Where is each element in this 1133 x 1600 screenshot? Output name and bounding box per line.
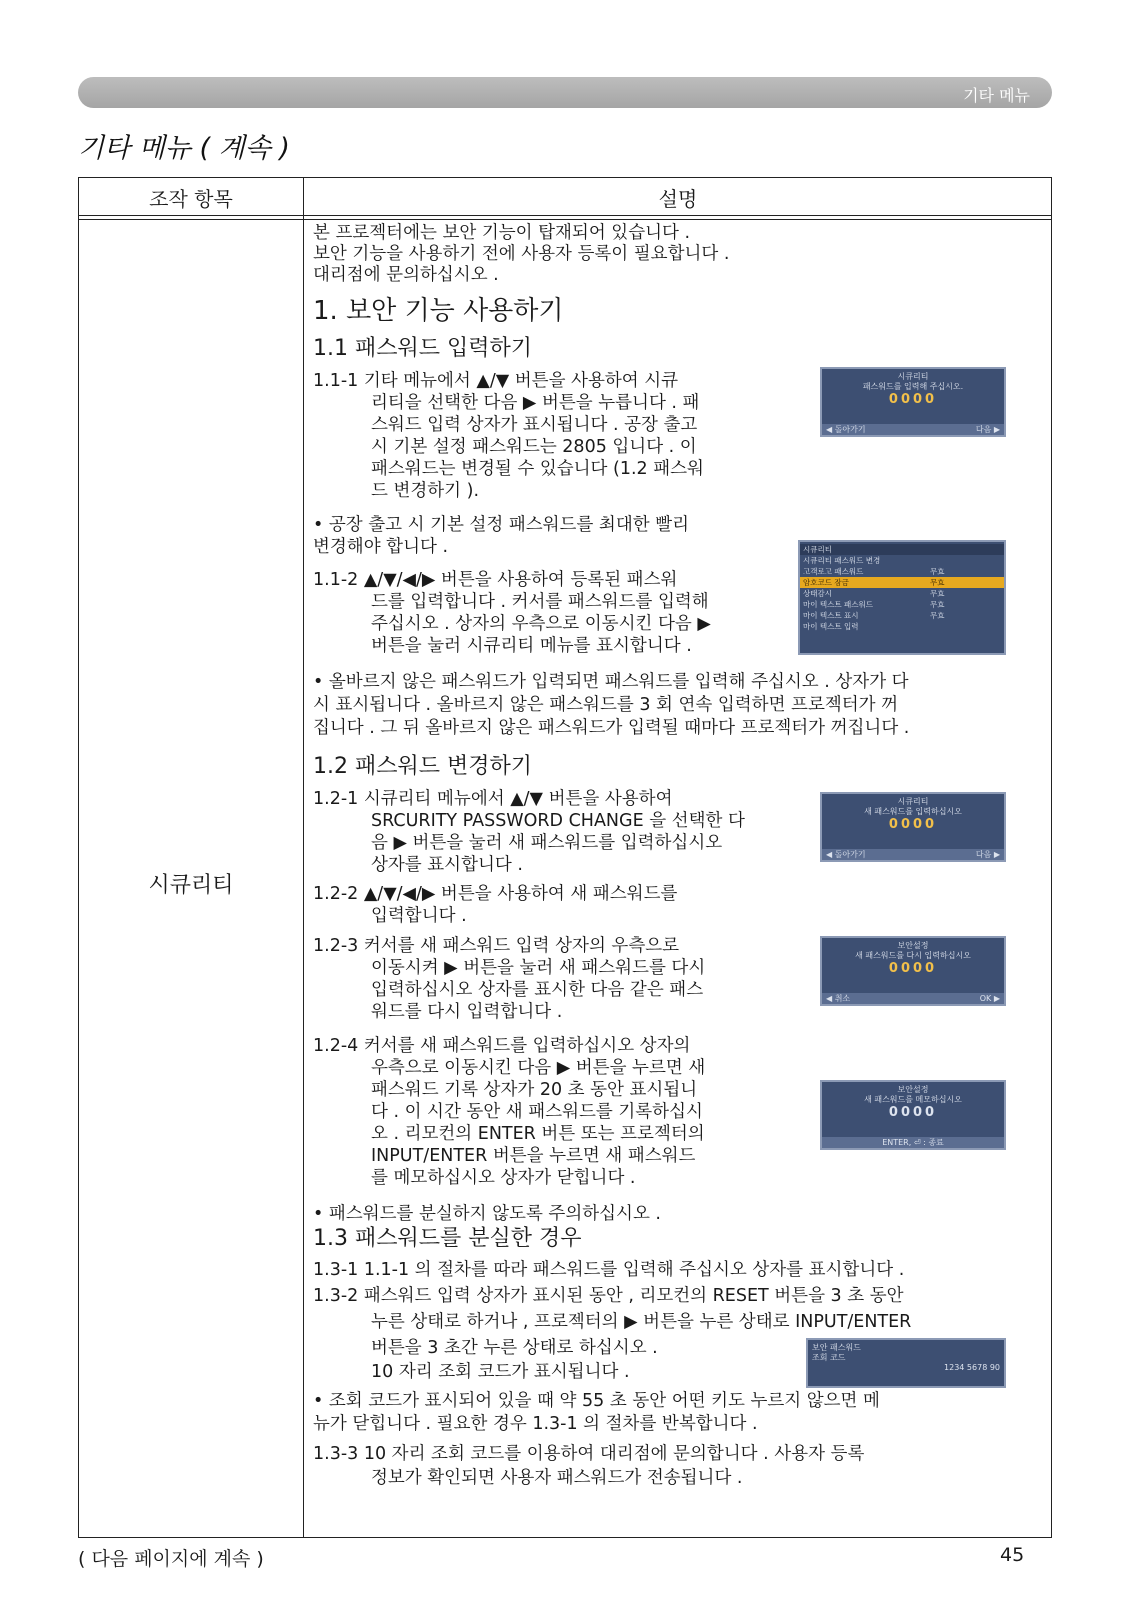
step-text: 워드를 다시 입력합니다 .: [371, 1002, 563, 1022]
intro-line: 본 프로젝터에는 보안 기능이 탑재되어 있습니다 .: [313, 223, 691, 243]
heading-security: 1. 보안 기능 사용하기: [313, 296, 564, 326]
screen-title: 보안설정: [897, 1085, 929, 1094]
table-header-row: [79, 178, 1051, 216]
step-text: 1.3-3 10 자리 조회 코드를 이용하여 대리점에 문의합니다 . 사용자 등록: [313, 1444, 865, 1464]
menu-row: [800, 588, 1004, 599]
column-header-description: 설명: [658, 187, 698, 211]
menu-row-label: 시큐리티 패스워드 변경: [803, 556, 881, 565]
screen-footer: [822, 993, 1004, 1004]
menu-row-label: 암호코드 잠금: [803, 578, 849, 587]
screen-footer: ENTER, ⏎ : 종료: [822, 1137, 1004, 1148]
screen-inquiry-code: [806, 1338, 1006, 1388]
menu-row: [800, 599, 1004, 610]
menu-row-value: 무효: [930, 578, 945, 587]
screen-memo-password: [820, 1080, 1006, 1150]
screen-reenter-password: [820, 936, 1006, 1006]
screen-prompt: 새 패스워드를 입력하십시오: [864, 807, 962, 816]
menu-row: [800, 621, 1004, 632]
step-text: 1.2-4 커서를 새 패스워드를 입력하십시오 상자의: [313, 1036, 691, 1056]
screen-prompt: 패스워드를 입력해 주십시오.: [862, 382, 964, 391]
step-text: 1.1-1 기타 메뉴에서 ▲/▼ 버튼을 사용하여 시큐: [313, 371, 679, 391]
column-header-item: 조작 항목: [149, 187, 233, 211]
screen-footer: [822, 424, 1004, 435]
step-text: INPUT/ENTER 버튼을 누르면 새 패스워드: [371, 1146, 696, 1166]
note-text: • 조회 코드가 표시되어 있을 때 약 55 초 동안 어떤 키도 누르지 않으면 메: [313, 1391, 880, 1411]
heading-lost-password: 1.3 패스워드를 분실한 경우: [313, 1226, 582, 1251]
menu-title: 시큐리티: [800, 544, 1004, 555]
menu-row: [800, 566, 1004, 577]
step-text: 시 기본 설정 패스워드는 2805 입니다 . 이: [371, 437, 697, 457]
continued-note: ( 다음 페이지에 계속 ): [78, 1548, 264, 1570]
next-label: 다음 ▶: [975, 850, 1000, 859]
screen-title: 시큐리티: [897, 797, 929, 806]
step-text: 1.2-3 커서를 새 패스워드 입력 상자의 우측으로: [313, 936, 680, 956]
menu-row-label: 상태감시: [803, 589, 832, 598]
heading-enter-password: 1.1 패스워드 입력하기: [313, 336, 532, 361]
step-text: 누른 상태로 하거나 , 프로젝터의 ▶ 버튼을 누른 상태로 INPUT/ENTER: [371, 1312, 912, 1332]
back-label: ◀ 돌아가기: [826, 425, 866, 434]
section-label: 기타 메뉴: [963, 86, 1030, 105]
step-text: 1.1-2 ▲/▼/◀/▶ 버튼을 사용하여 등록된 패스워: [313, 570, 678, 590]
step-text: 입력하십시오 상자를 표시한 다음 같은 패스: [371, 980, 704, 1000]
ok-label: OK ▶: [979, 994, 1000, 1003]
step-text: 스워드 입력 상자가 표시됩니다 . 공장 출고: [371, 415, 698, 435]
menu-row-label: 마이 텍스트 입력: [803, 622, 859, 631]
step-text: 드 변경하기 ).: [371, 481, 480, 501]
screen-prompt: 새 패스워드를 메모하십시오: [864, 1095, 962, 1104]
step-text: 주십시오 . 상자의 우측으로 이동시킨 다음 ▶: [371, 614, 711, 634]
step-text: 리티을 선택한 다음 ▶ 버튼을 누릅니다 . 패: [371, 393, 700, 413]
section-header-bar: [78, 77, 1052, 108]
step-text: 상자를 표시합니다 .: [371, 855, 523, 875]
menu-row-label: 고객로고 패스워드: [803, 567, 864, 576]
step-text: 1.3-1 1.1-1 의 절차를 따라 패스워드를 입력해 주십시오 상자를 표시합니다 .: [313, 1260, 905, 1280]
page-number: 45: [1000, 1544, 1025, 1566]
page-title: 기타 메뉴 ( 계속 ): [78, 133, 290, 164]
menu-row-label: 마이 텍스트 패스워드: [803, 600, 873, 609]
step-text: 음 ▶ 버튼을 눌러 새 패스워드를 입력하십시오: [371, 833, 723, 853]
menu-row-label: 마이 텍스트 표시: [803, 611, 859, 620]
menu-row-selected: [800, 577, 1004, 588]
step-text: 다 . 이 시간 동안 새 패스워드를 기록하십시: [371, 1102, 703, 1122]
intro-line: 대리점에 문의하십시오 .: [313, 265, 499, 285]
step-text: 버튼을 눌러 시큐리티 메뉴를 표시합니다 .: [371, 636, 692, 656]
note-text: • 공장 출고 시 기본 설정 패스워드를 최대한 빨리: [313, 515, 690, 535]
note-text: • 올바르지 않은 패스워드가 입력되면 패스워드를 입력해 주십시오 . 상자가 다: [313, 672, 909, 692]
back-label: ◀ 돌아가기: [826, 850, 866, 859]
menu-row-value: 무효: [930, 589, 945, 598]
step-text: 입력합니다 .: [371, 906, 467, 926]
password-code: 0000: [888, 817, 938, 832]
note-text: • 패스워드를 분실하지 않도록 주의하십시오 .: [313, 1204, 661, 1224]
note-text: 시 표시됩니다 . 올바르지 않은 패스워드를 3 회 연속 입력하면 프로젝터가 꺼: [313, 695, 899, 715]
password-code: 0000: [888, 1105, 938, 1120]
password-code: 0000: [888, 961, 938, 976]
step-text: 이동시켜 ▶ 버튼을 눌러 새 패스워드를 다시: [371, 958, 706, 978]
screen-title: 보안설정: [897, 941, 929, 950]
next-label: 다음 ▶: [975, 425, 1000, 434]
heading-change-password: 1.2 패스워드 변경하기: [313, 754, 532, 779]
menu-row: [800, 555, 1004, 566]
step-text: 패스워드는 변경될 수 있습니다 (1.2 패스워: [371, 459, 704, 479]
step-text: 우측으로 이동시킨 다음 ▶ 버튼을 누르면 새: [371, 1058, 706, 1078]
screen-footer: [822, 849, 1004, 860]
note-text: 변경해야 합니다 .: [313, 537, 449, 557]
inquiry-label: 조회 코드: [812, 1353, 846, 1362]
column-divider: [303, 178, 304, 1537]
password-code: 0000: [888, 392, 938, 407]
screen-prompt: 새 패스워드를 다시 입력하십시오: [855, 951, 971, 960]
step-text: 1.3-2 패스워드 입력 상자가 표시된 동안 , 리모컨의 RESET 버튼을 3 초 동안: [313, 1286, 904, 1306]
screen-title: 시큐리티: [897, 372, 929, 381]
screen-new-password: [820, 792, 1006, 862]
step-text: 패스워드 기록 상자가 20 초 동안 표시됩니: [371, 1080, 698, 1100]
step-text: 1.2-1 시큐리티 메뉴에서 ▲/▼ 버튼을 사용하여: [313, 789, 673, 809]
menu-row-value: 무효: [930, 611, 945, 620]
note-text: 집니다 . 그 뒤 올바르지 않은 패스워드가 입력될 때마다 프로젝터가 꺼집니다 .: [313, 718, 910, 738]
item-label: 시큐리티: [148, 873, 234, 898]
step-text: 드를 입력합니다 . 커서를 패스워드를 입력해: [371, 592, 709, 612]
step-text: 를 메모하십시오 상자가 닫힙니다 .: [371, 1168, 636, 1188]
menu-row-value: 무효: [930, 600, 945, 609]
menu-row-value: 무효: [930, 567, 945, 576]
step-text: SRCURITY PASSWORD CHANGE 을 선택한 다: [371, 811, 745, 831]
cancel-label: ◀ 취소: [826, 994, 851, 1003]
screen-security-menu: [798, 540, 1006, 655]
step-text: 버튼을 3 초간 누른 상태로 하십시오 .: [371, 1338, 658, 1358]
screen-title: 보안 패스워드: [812, 1343, 861, 1352]
step-text: 오 . 리모컨의 ENTER 버튼 또는 프로젝터의: [371, 1124, 705, 1144]
menu-row: [800, 610, 1004, 621]
inquiry-code: 1234 5678 90: [944, 1363, 1000, 1372]
screen-enter-password: [820, 367, 1006, 437]
step-text: 정보가 확인되면 사용자 패스워드가 전송됩니다 .: [371, 1468, 743, 1488]
step-text: 1.2-2 ▲/▼/◀/▶ 버튼을 사용하여 새 패스워드를: [313, 884, 678, 904]
intro-line: 보안 기능을 사용하기 전에 사용자 등록이 필요합니다 .: [313, 244, 730, 264]
step-text: 10 자리 조회 코드가 표시됩니다 .: [371, 1362, 630, 1382]
note-text: 뉴가 닫힙니다 . 필요한 경우 1.3-1 의 절차를 반복합니다 .: [313, 1414, 758, 1434]
